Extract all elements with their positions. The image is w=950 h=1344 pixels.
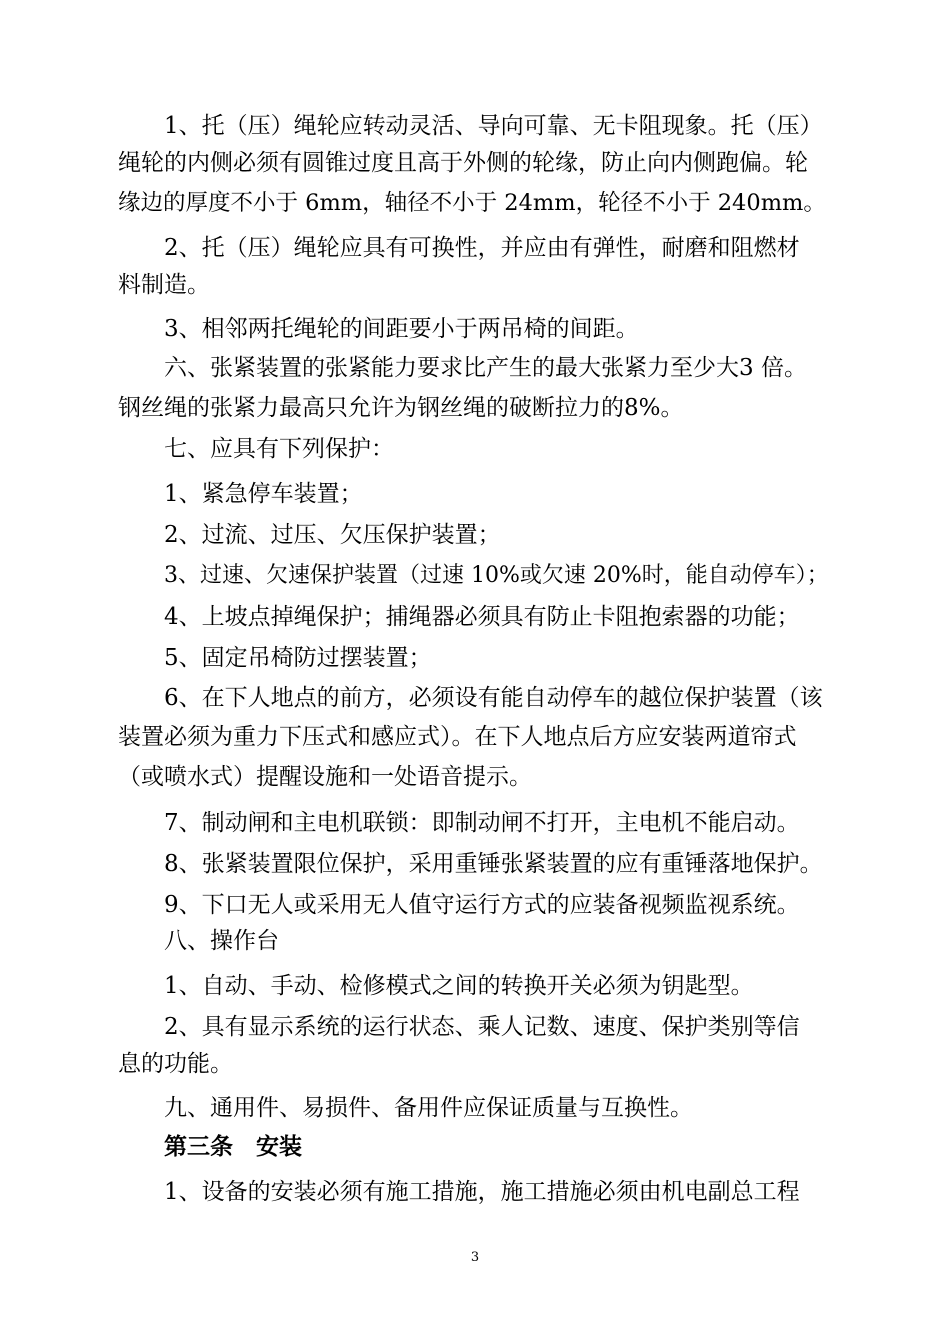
text-line: （或喷水式）提醒设施和一处语音提示。 <box>118 764 532 790</box>
section-heading: 七、应具有下列保护： <box>164 436 394 462</box>
list-item: 2、具有显示系统的运行状态、乘人记数、速度、保护类别等信 <box>164 1014 800 1040</box>
list-item: 7、制动闸和主电机联锁：即制动闸不打开，主电机不能启动。 <box>164 810 800 836</box>
section-heading: 九、通用件、易损件、备用件应保证质量与互换性。 <box>164 1095 693 1121</box>
text-line: 钢丝绳的张紧力最高只允许为钢丝绳的破断拉力的8%。 <box>118 395 684 421</box>
list-item: 4、上坡点掉绳保护；捕绳器必须具有防止卡阻抱索器的功能； <box>164 604 800 630</box>
list-item: 9、下口无人或采用无人值守运行方式的应装备视频监视系统。 <box>164 892 800 918</box>
list-item: 6、在下人地点的前方，必须设有能自动停车的越位保护装置（该 <box>164 685 823 711</box>
text-line: 3、相邻两托绳轮的间距要小于两吊椅的间距。 <box>164 316 639 342</box>
list-item: 1、紧急停车装置； <box>164 481 363 507</box>
list-item: 8、张紧装置限位保护，采用重锤张紧装置的应有重锤落地保护。 <box>164 851 823 877</box>
list-item: 5、固定吊椅防过摆装置； <box>164 645 432 671</box>
section-heading: 八、操作台 <box>164 928 279 954</box>
text-line: 绳轮的内侧必须有圆锥过度且高于外侧的轮缘，防止向内侧跑偏。轮 <box>118 150 808 176</box>
list-item: 2、过流、过压、欠压保护装置； <box>164 522 501 548</box>
text-line: 缘边的厚度不小于 6mm，轴径不小于 24mm，轮径不小于 240mm。 <box>118 190 826 216</box>
list-item: 3、过速、欠速保护装置（过速 10%或欠速 20%时，能自动停车）； <box>164 563 829 588</box>
text-line: 装置必须为重力下压式和感应式）。在下人地点后方应安装两道帘式 <box>118 724 797 750</box>
list-item: 1、自动、手动、检修模式之间的转换开关必须为钥匙型。 <box>164 973 754 999</box>
page-number: 3 <box>470 1250 480 1265</box>
text-line: 2、托（压）绳轮应具有可换性，并应由有弹性，耐磨和阻燃材 <box>164 235 800 261</box>
text-line: 息的功能。 <box>118 1051 233 1077</box>
article-heading: 第三条 安装 <box>164 1133 302 1160</box>
section-heading: 六、张紧装置的张紧能力要求比产生的最大张紧力至少大3 倍。 <box>164 355 807 381</box>
text-line: 1、托（压）绳轮应转动灵活、导向可靠、无卡阻现象。托（压） <box>164 113 823 139</box>
text-line: 料制造。 <box>118 272 210 298</box>
list-item: 1、设备的安装必须有施工措施，施工措施必须由机电副总工程 <box>164 1179 800 1205</box>
